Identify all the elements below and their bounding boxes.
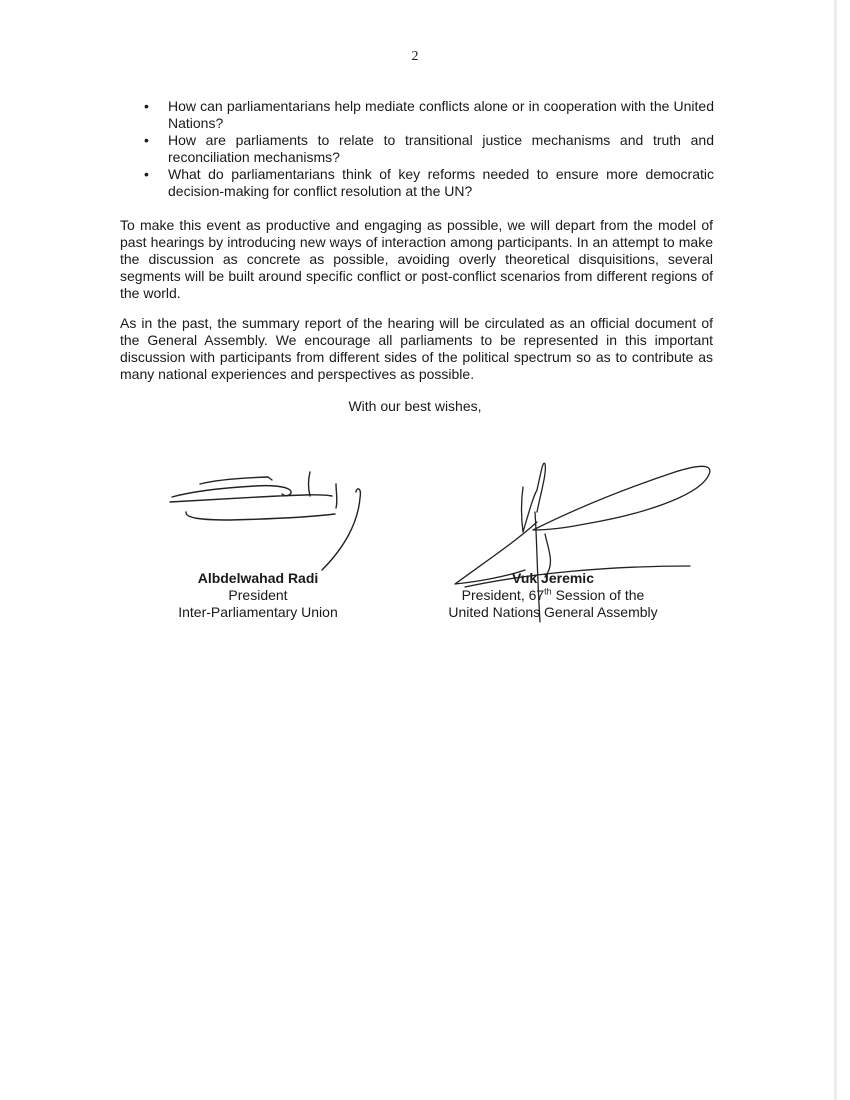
signatory-ipu bbox=[148, 570, 368, 621]
signatory-name: Albdelwahad Radi bbox=[197, 570, 319, 586]
bullet-icon: • bbox=[144, 166, 149, 182]
signatory-name: Vuk Jeremic bbox=[512, 570, 594, 586]
closing-line: With our best wishes, bbox=[348, 398, 482, 414]
paragraph-summary-report: As in the past, the summary report of the hearing will be circulated as an official document of the General Assembly. We encourage all parliaments to be represented in this important discussion with participants from different sides of the political spectrum so as to contribute as many national experiences and perspectives as possible. bbox=[120, 315, 713, 382]
signatory-title bbox=[420, 587, 686, 604]
list-item bbox=[142, 98, 714, 132]
list-item bbox=[142, 132, 714, 166]
signatory-title-prefix: President, 67 bbox=[461, 587, 545, 603]
page-edge bbox=[834, 0, 837, 1100]
signatory-title-suffix: Session of the bbox=[551, 587, 645, 603]
list-item bbox=[142, 166, 714, 200]
signatory-organization: United Nations General Assembly bbox=[448, 604, 658, 620]
list-item-text: How can parliamentarians help mediate conflicts alone or in cooperation with the United Nations? bbox=[168, 98, 714, 131]
question-list bbox=[142, 98, 714, 200]
paragraph-event-format: To make this event as productive and engaging as possible, we will depart from the model of past hearings by introducing new ways of interaction among participants. In an attempt to make the discussion as concrete as possible, avoiding overly theoretical disquisitions, several segments will be built around specific conflict or post-conflict scenarios from different regions of the world. bbox=[120, 217, 713, 301]
signatory-title-sup: th bbox=[544, 586, 552, 597]
signature-left-icon bbox=[160, 462, 370, 577]
signatory-unga bbox=[420, 570, 686, 621]
signatory-title: President bbox=[228, 587, 288, 603]
bullet-icon: • bbox=[144, 132, 149, 148]
page-number: 2 bbox=[411, 49, 419, 64]
list-item-text: What do parliamentarians think of key reforms needed to ensure more democratic decision-making for conflict resolution at the UN? bbox=[168, 166, 714, 199]
list-item-text: How are parliaments to relate to transitional justice mechanisms and truth and reconciliation mechanisms? bbox=[168, 132, 714, 165]
signatory-organization: Inter-Parliamentary Union bbox=[178, 604, 338, 620]
bullet-icon: • bbox=[144, 98, 149, 114]
